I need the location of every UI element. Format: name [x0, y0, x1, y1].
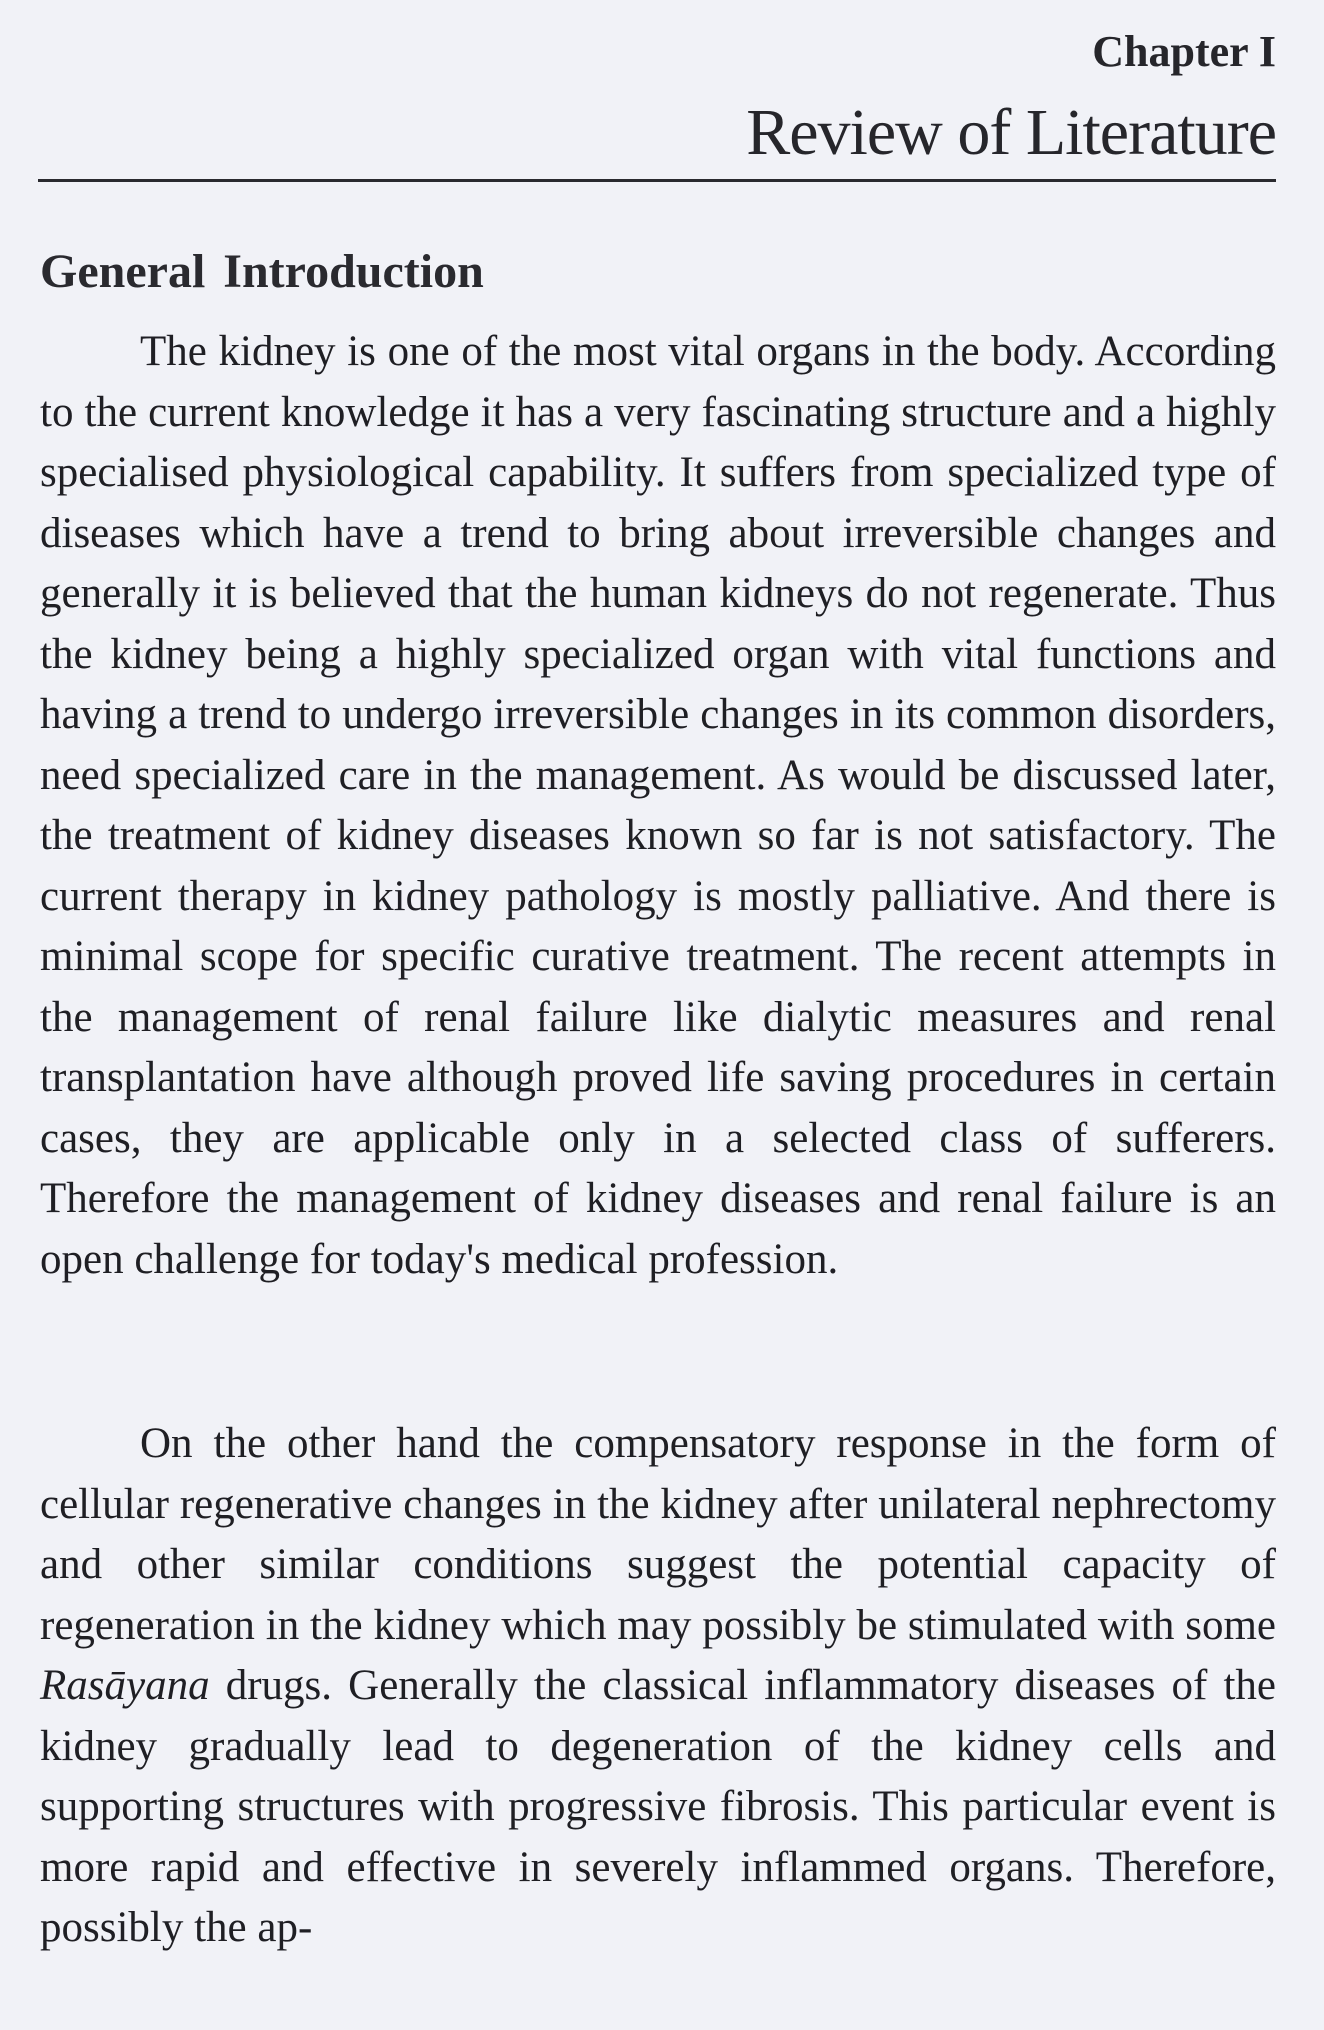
chapter-title: Review of Literature [746, 96, 1276, 169]
paragraph-1: The kidney is one of the most vital organs in the body. According to the current knowledge it has a very fascinating structure and a highly specialised physiological capability. It suffers from specialized type of diseases which have a trend to bring about irreversible changes and generally it is believed that the human kidneys do not regenerate. Thus the kidney being a highly specialized organ with vital functions and having a trend to undergo irreversible changes in its common disorders, need specialized care in the management. As would be discussed later, the treatment of kidney diseases known so far is not satisfactory. The current therapy in kidney pathology is mostly palliative. And there is minimal scope for specific curative treatment. The recent attempts in the management of renal failure like dialytic measures and renal transplantation have although proved life saving procedures in certain cases, they are applicable only in a selected class of sufferers. Therefore the management of kidney diseases and renal failure is an open challenge for today's medical profession. [40, 328, 1276, 1283]
paragraph-2-text-a: On the other hand the compensatory response in the form of cellular regenerative changes in the kidney after unilateral nephrectomy and other similar conditions suggest the potential capacity of regeneration in the kidney which may possibly be stimulated with some [40, 1420, 1276, 1649]
paragraph-2 [40, 1414, 1276, 1959]
chapter-number: Chapter I [1092, 27, 1276, 76]
section-heading: General Introduction [40, 245, 484, 298]
paragraph-2-italic-term: Rasāyana [40, 1662, 210, 1709]
paragraph-2-text-b: drugs. Generally the classical inflammatory diseases of the kidney gradually lead to degeneration of the kidney cells and supporting structures with progressive fibrosis. This particular event is more rapid and effective in severely inflammed organs. Therefore, possibly the ap- [40, 1662, 1276, 1951]
title-divider [38, 179, 1276, 182]
